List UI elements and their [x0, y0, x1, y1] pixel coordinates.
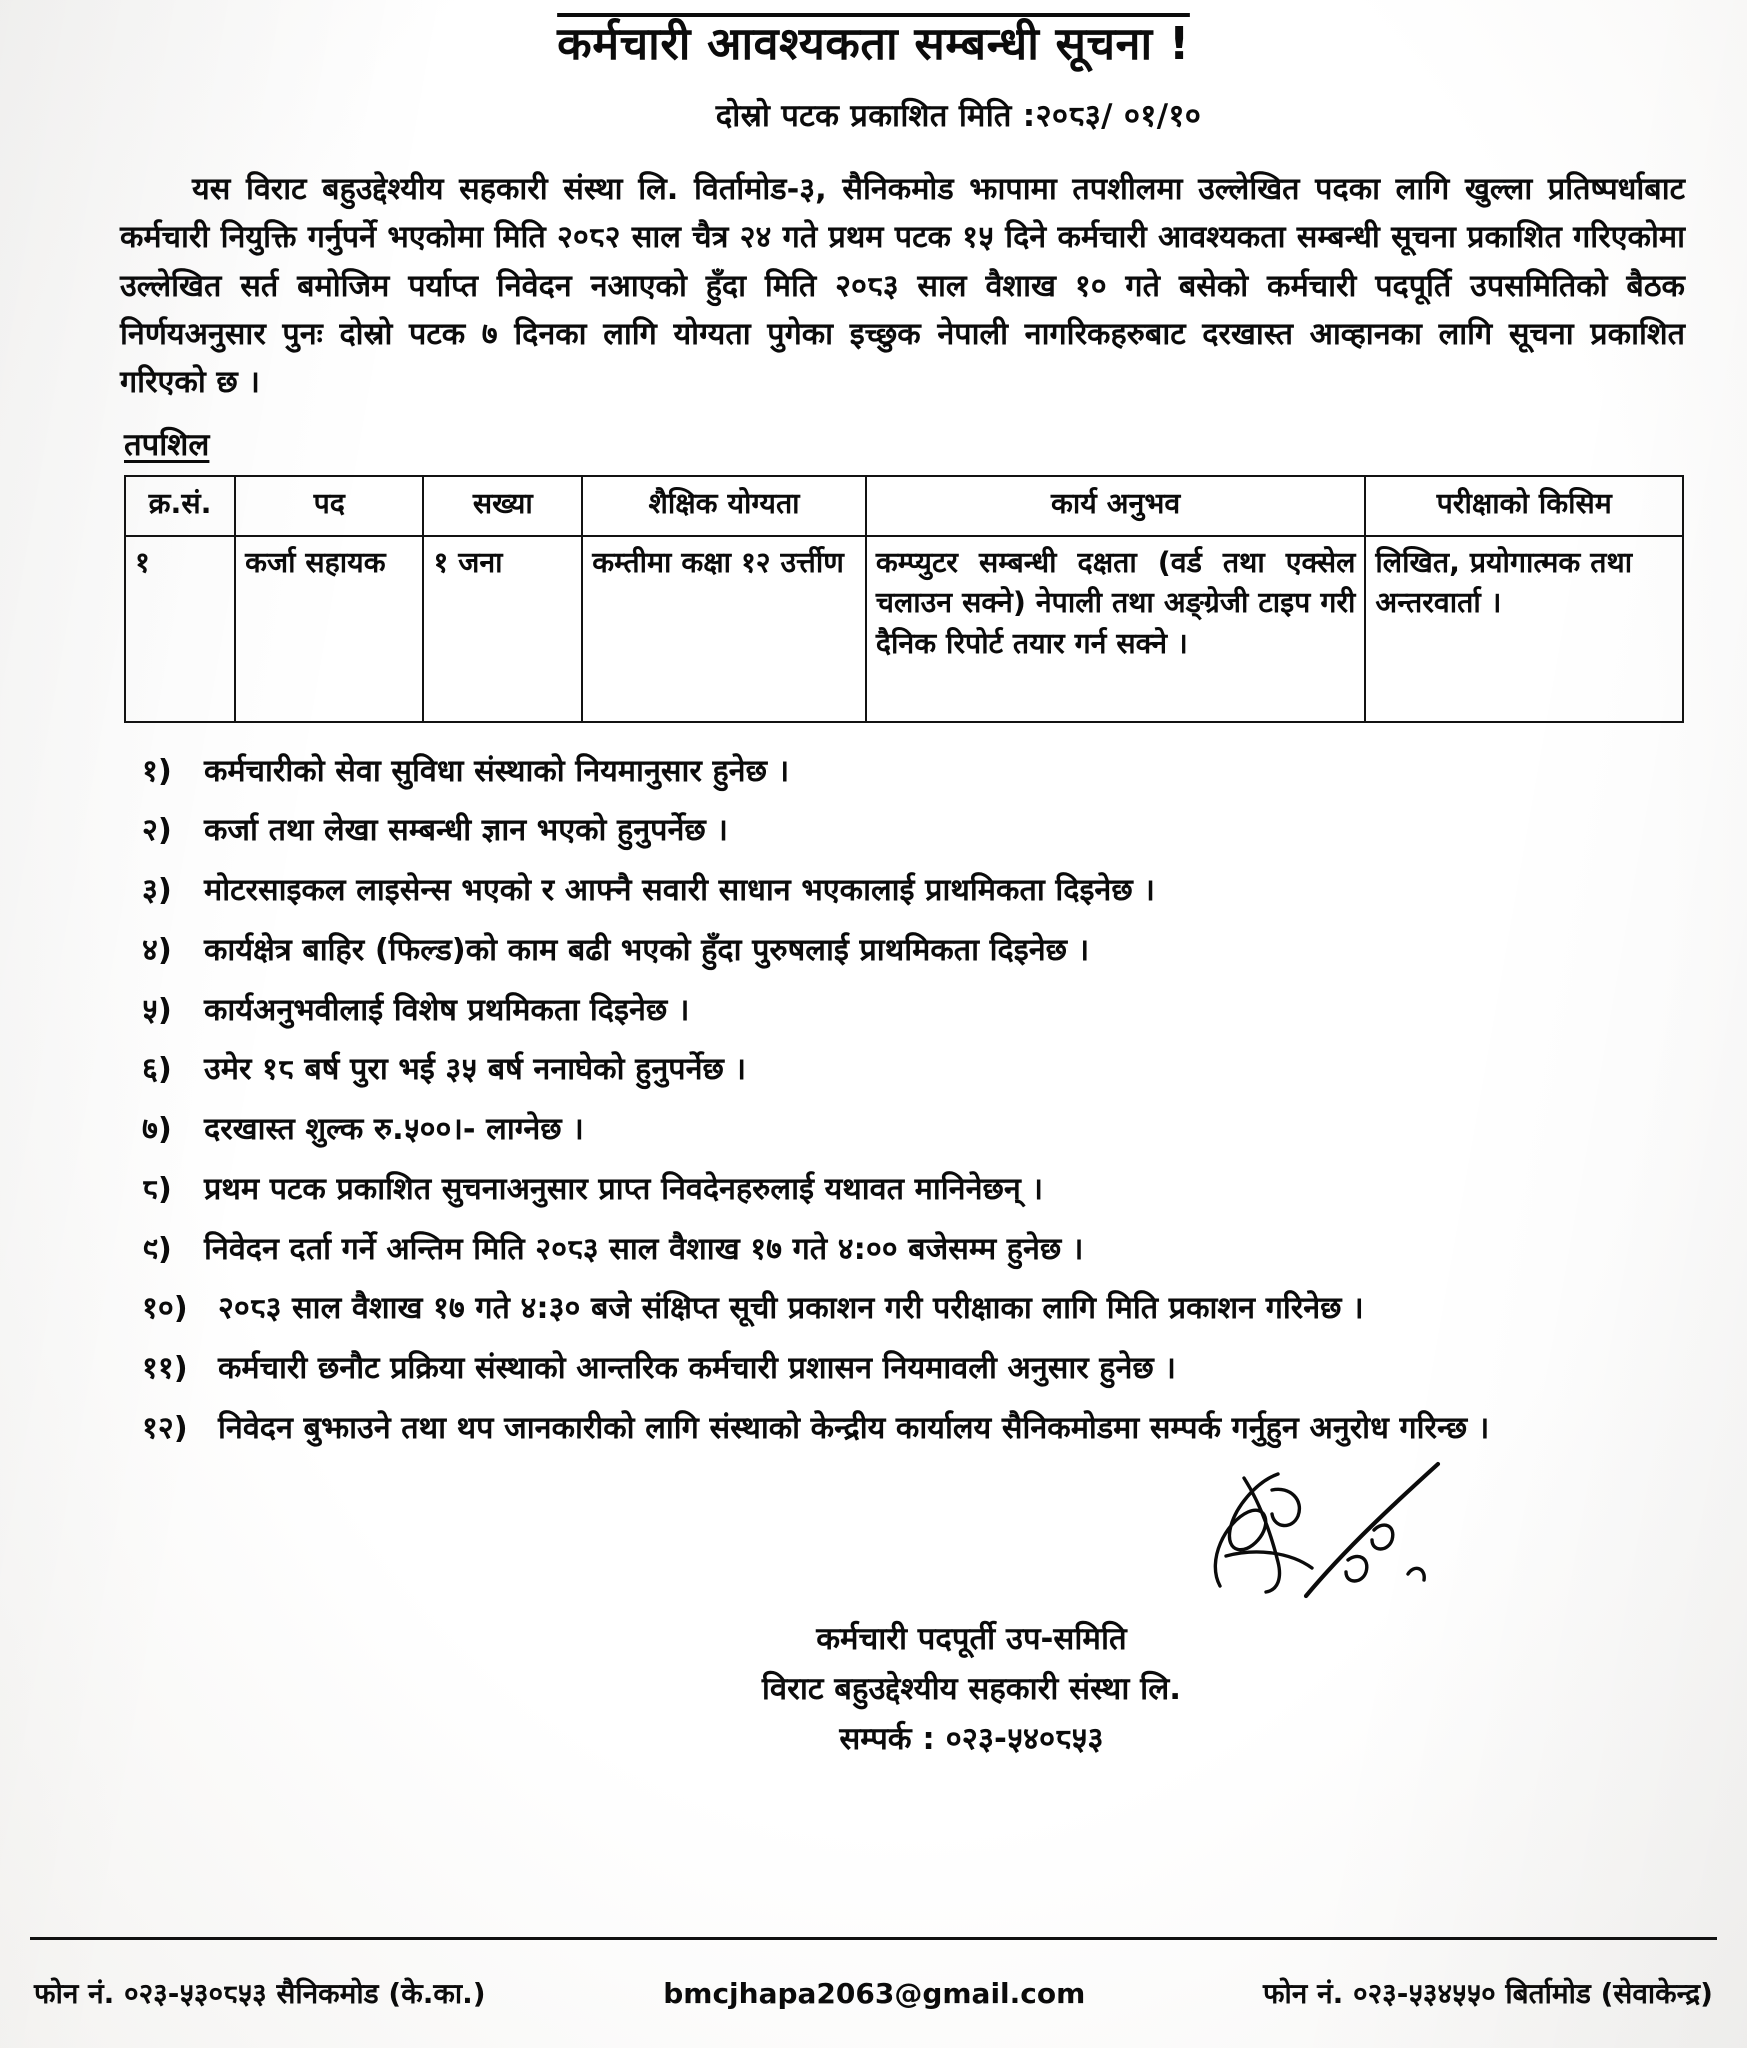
handwritten-signature-icon	[1186, 1456, 1456, 1606]
signature-contact: सम्पर्क : ०२३-५४०८५३	[839, 1721, 1104, 1758]
list-item	[142, 749, 1671, 795]
list-item	[142, 1107, 1671, 1153]
list-item-text: २०८३ साल वैशाख १७ गते ४:३० बजे संक्षिप्त सूची प्रकाशन गरी परीक्षाका लागि मिति प्रकाशन गरिनेछ ।	[218, 1291, 1364, 1327]
list-item-text: उमेर १८ बर्ष पुरा भई ३५ बर्ष ननाघेको हुनुपर्नेछ ।	[204, 1052, 747, 1088]
table-row	[125, 536, 1683, 722]
list-item-number: ६)	[142, 1052, 172, 1088]
list-item-text: कर्मचारी छनौट प्रक्रिया संस्थाको आन्तरिक कर्मचारी प्रशासन नियमावली अनुसार हुनेछ ।	[218, 1351, 1176, 1387]
cell-education: कम्तीमा कक्षा १२ उर्त्तीण	[582, 536, 866, 722]
list-item-number: २)	[142, 813, 172, 849]
page-title: कर्मचारी आवश्यकता सम्बन्धी सूचना !	[557, 17, 1190, 70]
list-item	[142, 1406, 1671, 1452]
list-item	[142, 988, 1671, 1034]
list-item-number: १२)	[142, 1410, 188, 1446]
publication-date-subtitle: दोस्रो पटक प्रकाशित मिति :२०८३/ ०१/१०	[715, 98, 1202, 135]
column-header-exam-type: परीक्षाको किसिम	[1365, 476, 1683, 535]
list-item-number: ३)	[142, 873, 172, 909]
list-item-number: ५)	[142, 992, 172, 1028]
list-item	[142, 1286, 1671, 1332]
table-header-row	[125, 476, 1683, 535]
list-item-number: ४)	[142, 932, 172, 968]
column-header-count: सख्या	[423, 476, 582, 535]
cell-exam-type: लिखित, प्रयोगात्मक तथा अन्तरवार्ता ।	[1365, 536, 1683, 722]
subtitle-row	[46, 72, 1701, 136]
list-item	[142, 1227, 1671, 1273]
list-item	[142, 868, 1671, 914]
cell-experience: कम्प्युटर सम्बन्धी दक्षता (वर्ड तथा एक्सेल चलाउन सक्ने) नेपाली तथा अङ्ग्रेजी टाइप गरी दैनिक रिपोर्ट तयार गर्न सक्ने ।	[866, 536, 1366, 722]
list-item-number: ८)	[142, 1171, 172, 1207]
list-item-text: निवेदन दर्ता गर्ने अन्तिम मिति २०८३ साल वैशाख १७ गते ४:०० बजेसम्म हुनेछ ।	[204, 1231, 1084, 1267]
list-item	[142, 1167, 1671, 1213]
list-item-text: कार्यअनुभवीलाई विशेष प्रथमिकता दिइनेछ ।	[204, 992, 690, 1028]
column-header-post: पद	[235, 476, 423, 535]
footer-divider	[30, 1937, 1717, 1940]
list-item-text: प्रथम पटक प्रकाशित सुचनाअनुसार प्राप्त निवदेनहरुलाई यथावत मानिनेछन् ।	[204, 1171, 1043, 1207]
schedule-table	[124, 475, 1684, 722]
signature-organization: विराट बहुउद्देश्यीय सहकारी संस्था लि.	[761, 1670, 1181, 1707]
cell-count: १ जना	[423, 536, 582, 722]
notice-body-paragraph: यस विराट बहुउद्देश्यीय सहकारी संस्था लि. विर्तामोड-३, सैनिकमोड झापामा तपशीलमा उल्लेखित पदका लागि खुल्ला प्रतिष्पर्धाबाट कर्मचारी नियुक्ति गर्नुपर्ने भएकोमा मिति २०८२ साल चैत्र २४ गते प्रथम पटक १५ दिने कर्मचारी आवश्यकता सम्बन्धी सूचना प्रकाशित गरिएकोमा उल्लेखित सर्त बमोजिम पर्याप्त निवेदन नआएको हुँदा मिति २०८३ साल वैशाख १० गते बसेको कर्मचारी पदपूर्ति उपसमितिको बैठक निर्णयअनुसार पुनः दोस्रो पटक ७ दिनका लागि योग्यता पुगेका इच्छुक नेपाली नागरिकहरुबाट दरखास्त आव्हानका लागि सूचना प्रकाशित गरिएको छ ।	[120, 172, 1685, 400]
list-item	[142, 928, 1671, 974]
list-item	[142, 1346, 1671, 1392]
list-item-text: कर्जा तथा लेखा सम्बन्धी ज्ञान भएको हुनुपर्नेछ ।	[204, 813, 728, 849]
column-header-sn: क्र.सं.	[125, 476, 235, 535]
list-item-number: ९)	[142, 1231, 172, 1267]
signature-committee: कर्मचारी पदपूर्ती उप-समिति	[816, 1620, 1127, 1657]
column-header-education: शैक्षिक योग्यता	[582, 476, 866, 535]
list-item-number: ७)	[142, 1112, 172, 1148]
list-item	[142, 1047, 1671, 1093]
list-item-number: ११)	[142, 1351, 188, 1387]
list-item-number: १०)	[142, 1291, 188, 1327]
list-item-text: निवेदन बुझाउने तथा थप जानकारीको लागि संस्थाको केन्द्रीय कार्यालय सैनिकमोडमा सम्पर्क गर्नुहुन अनुरोध गरिन्छ ।	[218, 1410, 1490, 1446]
list-item-text: मोटरसाइकल लाइसेन्स भएको र आफ्नै सवारी साधान भएकालाई प्राथमिकता दिइनेछ ।	[204, 873, 1155, 909]
footer	[34, 1974, 1713, 2012]
footer-email[interactable]: bmcjhapa2063@gmail.com	[663, 1976, 1086, 2010]
conditions-list	[46, 749, 1701, 1452]
footer-phone-right: फोन नं. ०२३-५३४५५० बिर्तामोड (सेवाकेन्द्र)	[1262, 1977, 1713, 2010]
list-item-text: कार्यक्षेत्र बाहिर (फिल्ड)को काम बढी भएको हुँदा पुरुषलाई प्राथमिकता दिइनेछ ।	[204, 932, 1090, 968]
signature-block	[762, 1614, 1181, 1765]
signature-area	[46, 1490, 1701, 1790]
list-item-number: १)	[142, 753, 172, 789]
list-item-text: कर्मचारीको सेवा सुविधा संस्थाको नियमानुसार हुनेछ ।	[204, 753, 790, 789]
cell-post: कर्जा सहायक	[235, 536, 423, 722]
list-item	[142, 808, 1671, 854]
schedule-heading: तपशिल	[124, 427, 210, 464]
footer-phone-left: फोन नं. ०२३-५३०८५३ सैनिकमोड (के.का.)	[34, 1977, 486, 2010]
cell-sn: १	[125, 536, 235, 722]
list-item-text: दरखास्त शुल्क रु.५००।- लाग्नेछ ।	[204, 1112, 584, 1148]
column-header-experience: कार्य अनुभव	[866, 476, 1366, 535]
